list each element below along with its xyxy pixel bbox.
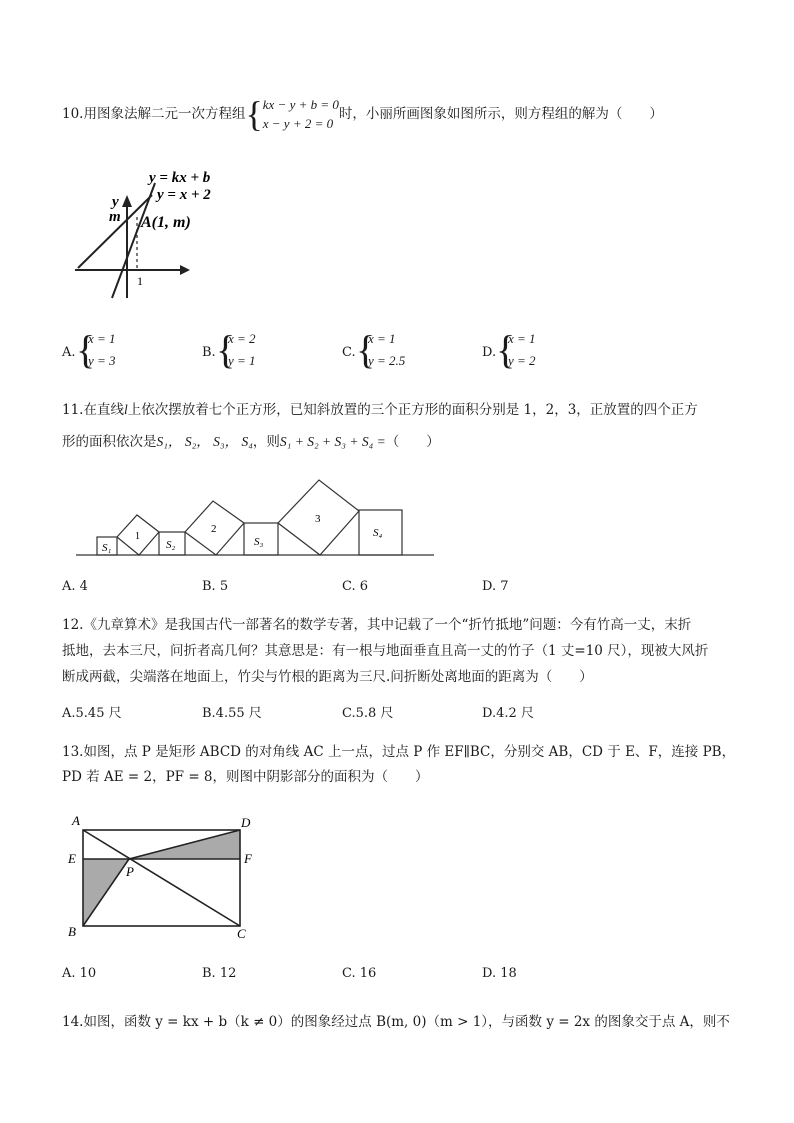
q11-label-1: 1 — [135, 531, 140, 542]
q10-label-point-a: A(1, m) — [141, 214, 191, 231]
q10-option-c-system — [368, 328, 405, 372]
q11-line-2 — [62, 430, 440, 454]
q13-label-p: P — [126, 864, 134, 879]
q11-text-2b: ，则 — [252, 434, 280, 450]
q10-option-a-system — [88, 328, 116, 372]
q13-option-a: A. 10 — [62, 966, 97, 981]
q13-option-d: D. 18 — [482, 966, 517, 981]
q11-label-3: 3 — [315, 513, 321, 525]
q10-option-d-system — [508, 328, 536, 372]
q12-line-1: 12.《九章算术》是我国古代一部著名的数学专著，其中记载了一个“折竹抵地”问题：今有竹高一丈，末折 — [62, 617, 692, 633]
q11-label-2: 2 — [211, 523, 217, 535]
q13-label-c: C — [237, 926, 246, 941]
q10-option-a-brace: { — [76, 327, 96, 372]
q13-figure — [64, 808, 259, 943]
q10-option-a-label: A. — [62, 345, 76, 360]
q13-line-2: PD 若 AE = 2，PF = 8，则图中阴影部分的面积为（ ） — [62, 769, 429, 785]
q11-option-c: C. 6 — [342, 579, 369, 594]
q12-option-c: C.5.8 尺 — [342, 706, 394, 721]
q10-figure — [70, 165, 240, 305]
q10-label-x2: y = x + 2 — [157, 187, 211, 203]
q11-line-l: l — [123, 402, 128, 417]
q11-option-d: D. 7 — [482, 579, 509, 594]
q10-option-c-y: y = 2.5 — [368, 353, 406, 368]
q11-line-1 — [62, 398, 698, 422]
q12-line-3: 断成两截，尖端落在地面上，竹尖与竹根的距离为三尺.问折断处离地面的距离为（ ） — [62, 669, 593, 685]
q10-tick-1: 1 — [137, 274, 143, 288]
q10-option-c-label: C. — [342, 345, 356, 360]
q11-figure — [74, 475, 439, 560]
q10-label-m: m — [109, 209, 121, 225]
q11-text-2c: （ ） — [385, 434, 440, 450]
q10-option-c-x: x = 1 — [368, 331, 396, 346]
q10-option-b-x: x = 2 — [228, 331, 256, 346]
q13-option-c: C. 16 — [342, 966, 377, 981]
q12-line-2: 抵地，去本三尺，问折者高几何？其意思是：有一根与地面垂直且高一丈的竹子（1 丈=10 尺），现被大风折 — [62, 643, 709, 659]
q11-s-list: S₁， S₂， S₃， S₄ — [156, 434, 253, 449]
q10-option-d-label: D. — [482, 345, 497, 360]
q10-option-d — [482, 327, 582, 374]
question-10-stem — [62, 95, 663, 139]
q10-option-c-brace: { — [356, 327, 376, 372]
q10-prefix: 10.用图象法解二元一次方程组 — [62, 106, 246, 122]
q10-option-a-x: x = 1 — [88, 331, 116, 346]
q13-option-b: B. 12 — [202, 966, 237, 981]
q11-option-a: A. 4 — [62, 579, 88, 594]
q10-y-arrow — [122, 195, 132, 207]
q13-label-d: D — [241, 815, 251, 830]
q10-option-d-x: x = 1 — [508, 331, 536, 346]
q10-brace: { — [245, 94, 263, 134]
q10-option-b-y: y = 1 — [228, 353, 256, 368]
q10-option-a-y: y = 3 — [88, 353, 116, 368]
q10-option-c — [342, 327, 452, 374]
q10-option-b — [202, 327, 302, 374]
q10-option-a — [62, 327, 162, 374]
q11-text-1b: 上依次摆放着七个正方形，已知斜放置的三个正方形的面积分别是 1，2，3，正放置的四个正方 — [127, 402, 698, 418]
q11-text-1a: 11.在直线 — [62, 402, 124, 418]
q13-label-f: F — [244, 851, 252, 866]
q10-option-d-y: y = 2 — [508, 353, 536, 368]
q11-label-s4: S₄ — [373, 527, 383, 539]
q10-system — [263, 95, 339, 133]
q12-option-b: B.4.55 尺 — [202, 706, 262, 721]
q10-eq1: kx − y + b = 0 — [262, 97, 339, 112]
q10-x-arrow — [180, 265, 190, 275]
q11-label-s2: S₂ — [166, 539, 176, 551]
q11-label-s3: S₃ — [254, 536, 264, 548]
q10-label-kxb: y = kx + b — [149, 170, 211, 186]
q10-option-b-brace: { — [216, 327, 236, 372]
q10-option-d-brace: { — [496, 327, 516, 372]
q12-option-d: D.4.2 尺 — [482, 706, 534, 721]
q11-option-b: B. 5 — [202, 579, 229, 594]
q10-option-b-label: B. — [202, 345, 216, 360]
q11-text-2a: 形的面积依次是 — [62, 434, 157, 450]
q11-label-s1: S₁ — [102, 542, 112, 554]
q10-label-y: y — [112, 194, 119, 210]
q10-eq2: x − y + 2 = 0 — [262, 116, 334, 131]
q13-label-e: E — [68, 851, 76, 866]
q12-option-a: A.5.45 尺 — [62, 706, 122, 721]
q13-line-1: 13.如图，点 P 是矩形 ABCD 的对角线 AC 上一点，过点 P 作 EF∥BC，分别交 AB，CD 于 E、F，连接 PB， — [62, 744, 736, 760]
q10-option-b-system — [228, 328, 256, 372]
q11-sum-expr: S₁ + S₂ + S₃ + S₄ = — [279, 434, 386, 449]
q14-line-1: 14.如图，函数 y = kx + b（k ≠ 0）的图象经过点 B(m, 0)（m > 1），与函数 y = 2x 的图象交于点 A，则不 — [62, 1014, 730, 1030]
q13-label-b: B — [68, 924, 76, 939]
q10-suffix: 时，小丽所画图象如图所示，则方程组的解为（ ） — [338, 106, 663, 122]
q13-label-a: A — [72, 813, 80, 828]
